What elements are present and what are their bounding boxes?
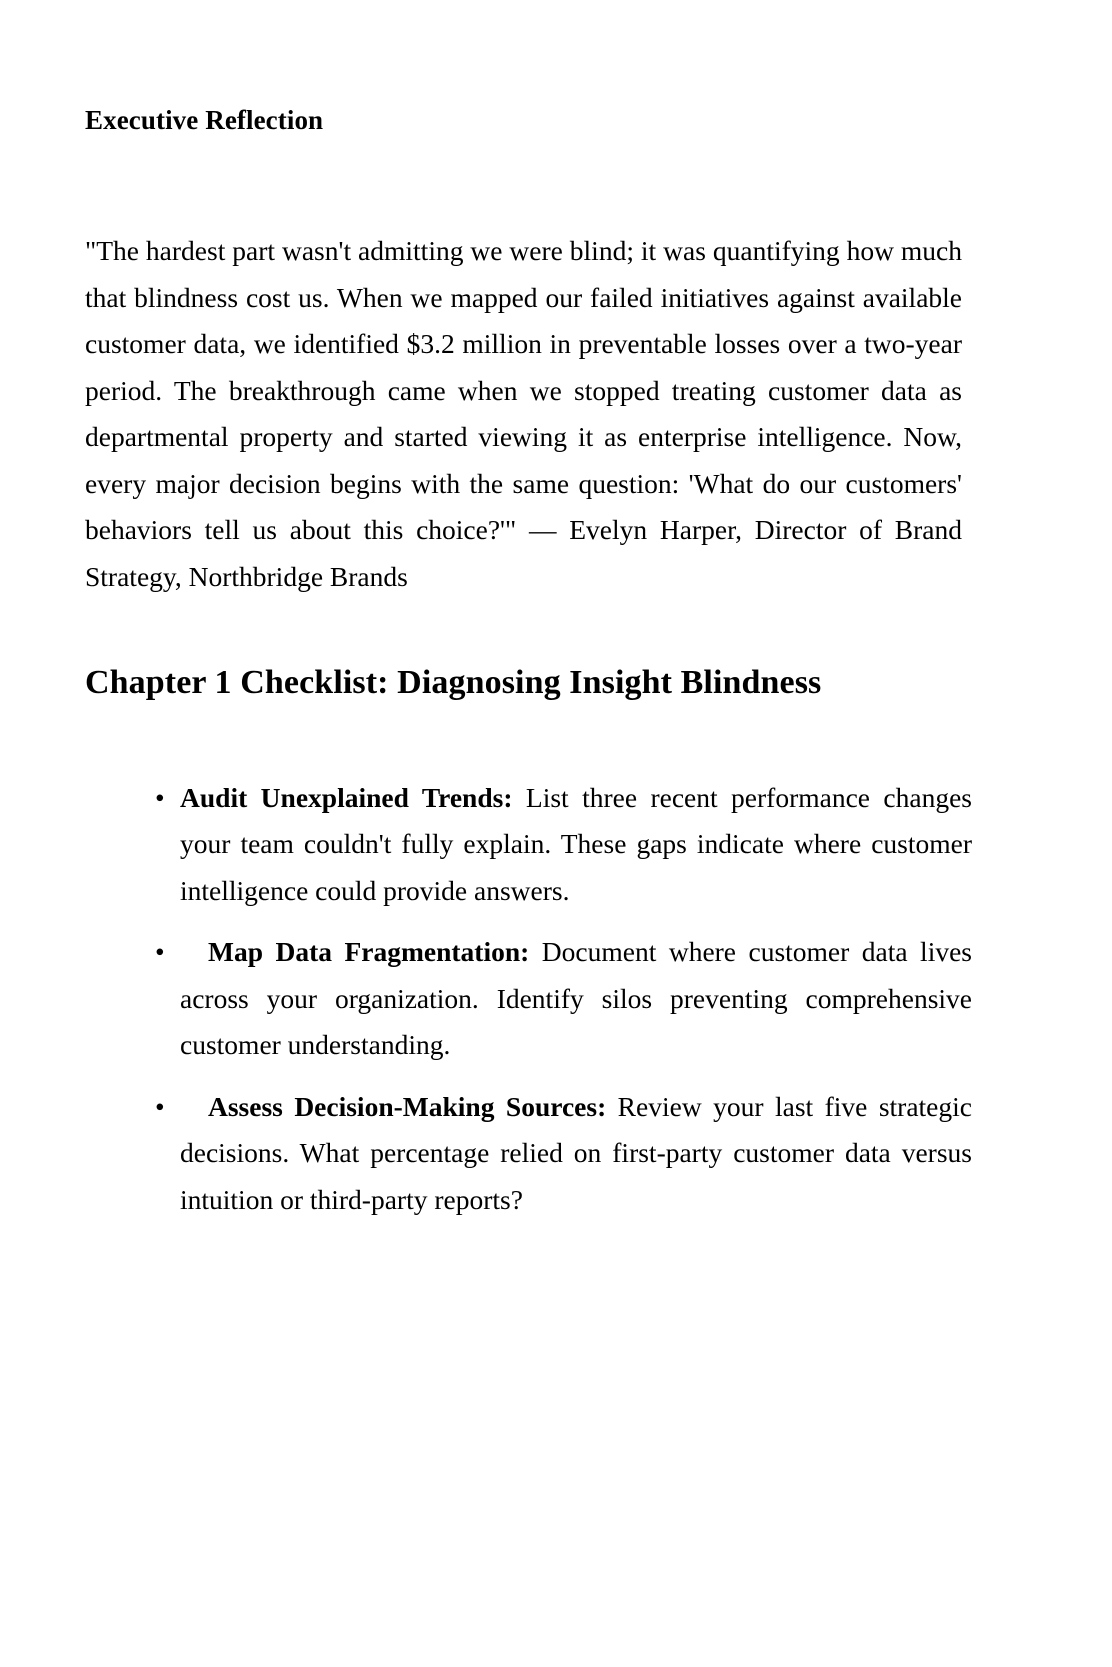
bullet-icon: •	[155, 1090, 165, 1122]
bullet-icon: •	[155, 936, 165, 968]
list-item-body: Document where customer data lives across your organization. Identify silos preventing comprehensive customer understanding.	[180, 936, 972, 1061]
checklist	[85, 705, 1027, 1224]
section-heading: Executive Reflection	[85, 105, 324, 135]
list-item	[85, 775, 972, 915]
list-item	[85, 929, 972, 1069]
list-item	[85, 1084, 972, 1224]
list-item-lead-in: Audit Unexplained Trends:	[180, 781, 513, 813]
list-item-body: List three recent performance changes your team couldn't fully explain. These gaps indicate where customer intelligence could provide answers.	[180, 781, 972, 906]
list-item-lead-in: Map Data Fragmentation:	[208, 936, 530, 968]
chapter-heading: Chapter 1 Checklist: Diagnosing Insight Blindness	[85, 664, 822, 702]
list-item-lead-in: Assess Decision-Making Sources:	[208, 1090, 607, 1122]
bullet-icon: •	[155, 781, 165, 813]
executive-reflection-quote: "The hardest part wasn't admitting we were blind; it was quantifying how much that blindness cost us. When we mapped our failed initiatives against available customer data, we identified $3.2 million in preventable losses over a two-year period. The breakthrough came when we stopped treating customer data as departmental property and started viewing it as enterprise intelligence. Now, every major decision begins with the same question: 'What do our customers' behaviors tell us about this choice?'" — Evelyn Harper, Director of Brand Strategy, Northbridge Brands	[85, 235, 962, 592]
list-item-body: Review your last five strategic decisions. What percentage relied on first-party customer data versus intuition or third-party reports?	[180, 1090, 972, 1215]
